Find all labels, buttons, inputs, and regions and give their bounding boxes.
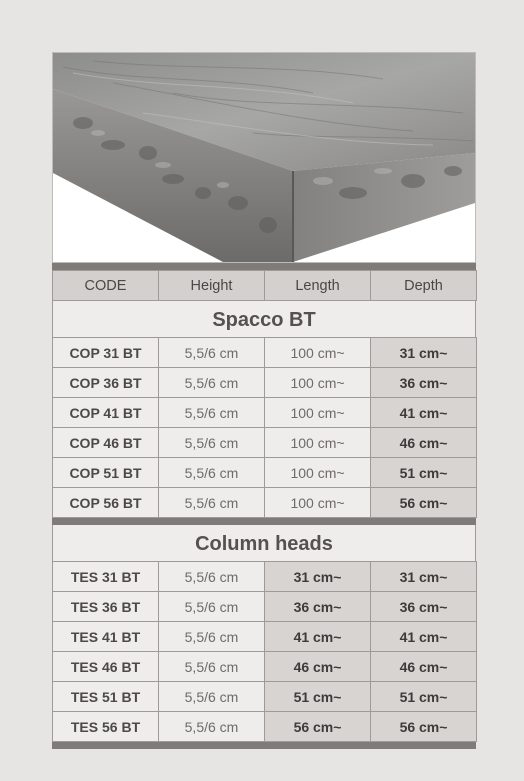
- cell-height: 5,5/6 cm: [159, 398, 265, 428]
- column-heads-table: [52, 561, 477, 742]
- header-depth: Depth: [371, 271, 477, 301]
- cell-depth: 36 cm~: [371, 592, 477, 622]
- header-code: CODE: [53, 271, 159, 301]
- stone-slab-image: [53, 53, 475, 262]
- cell-height: 5,5/6 cm: [159, 562, 265, 592]
- cell-length: 100 cm~: [265, 368, 371, 398]
- cell-depth: 56 cm~: [371, 712, 477, 742]
- cell-depth: 31 cm~: [371, 562, 477, 592]
- table-row: [53, 652, 477, 682]
- product-card: [52, 52, 476, 749]
- cell-depth: 41 cm~: [371, 398, 477, 428]
- table-row: [53, 622, 477, 652]
- table-row: [53, 428, 477, 458]
- cell-code: TES 41 BT: [53, 622, 159, 652]
- cell-depth: 31 cm~: [371, 338, 477, 368]
- cell-code: TES 56 BT: [53, 712, 159, 742]
- cell-height: 5,5/6 cm: [159, 368, 265, 398]
- cell-depth: 56 cm~: [371, 488, 477, 518]
- cell-height: 5,5/6 cm: [159, 428, 265, 458]
- section-title-spacco: Spacco BT: [52, 301, 476, 337]
- cell-height: 5,5/6 cm: [159, 488, 265, 518]
- cell-code: COP 46 BT: [53, 428, 159, 458]
- cell-code: COP 56 BT: [53, 488, 159, 518]
- cell-code: TES 46 BT: [53, 652, 159, 682]
- cell-height: 5,5/6 cm: [159, 652, 265, 682]
- table-header-row: [53, 271, 477, 301]
- cell-height: 5,5/6 cm: [159, 338, 265, 368]
- cell-height: 5,5/6 cm: [159, 592, 265, 622]
- cell-depth: 51 cm~: [371, 682, 477, 712]
- cell-length: 100 cm~: [265, 338, 371, 368]
- stone-slab-photo: [52, 52, 476, 263]
- cell-depth: 51 cm~: [371, 458, 477, 488]
- cell-length: 36 cm~: [265, 592, 371, 622]
- table-row: [53, 562, 477, 592]
- divider-bar: [52, 742, 476, 749]
- cell-length: 100 cm~: [265, 488, 371, 518]
- divider-bar: [52, 263, 476, 270]
- table-row: [53, 712, 477, 742]
- header-height: Height: [159, 271, 265, 301]
- table-row: [53, 368, 477, 398]
- cell-length: 100 cm~: [265, 398, 371, 428]
- dimensions-table: [52, 270, 477, 301]
- cell-length: 46 cm~: [265, 652, 371, 682]
- table-row: [53, 338, 477, 368]
- cell-code: COP 36 BT: [53, 368, 159, 398]
- spacco-table: [52, 337, 477, 518]
- cell-length: 56 cm~: [265, 712, 371, 742]
- cell-depth: 36 cm~: [371, 368, 477, 398]
- table-row: [53, 458, 477, 488]
- cell-height: 5,5/6 cm: [159, 458, 265, 488]
- table-row: [53, 592, 477, 622]
- cell-length: 41 cm~: [265, 622, 371, 652]
- header-length: Length: [265, 271, 371, 301]
- section-title-column-heads: Column heads: [52, 525, 476, 561]
- cell-code: TES 51 BT: [53, 682, 159, 712]
- table-row: [53, 682, 477, 712]
- cell-depth: 46 cm~: [371, 428, 477, 458]
- cell-code: COP 51 BT: [53, 458, 159, 488]
- cell-length: 51 cm~: [265, 682, 371, 712]
- table-row: [53, 398, 477, 428]
- cell-height: 5,5/6 cm: [159, 622, 265, 652]
- cell-height: 5,5/6 cm: [159, 682, 265, 712]
- table-row: [53, 488, 477, 518]
- cell-depth: 41 cm~: [371, 622, 477, 652]
- cell-height: 5,5/6 cm: [159, 712, 265, 742]
- cell-code: COP 41 BT: [53, 398, 159, 428]
- cell-length: 100 cm~: [265, 428, 371, 458]
- cell-code: TES 36 BT: [53, 592, 159, 622]
- cell-depth: 46 cm~: [371, 652, 477, 682]
- cell-code: COP 31 BT: [53, 338, 159, 368]
- cell-code: TES 31 BT: [53, 562, 159, 592]
- cell-length: 31 cm~: [265, 562, 371, 592]
- cell-length: 100 cm~: [265, 458, 371, 488]
- divider-bar: [52, 518, 476, 525]
